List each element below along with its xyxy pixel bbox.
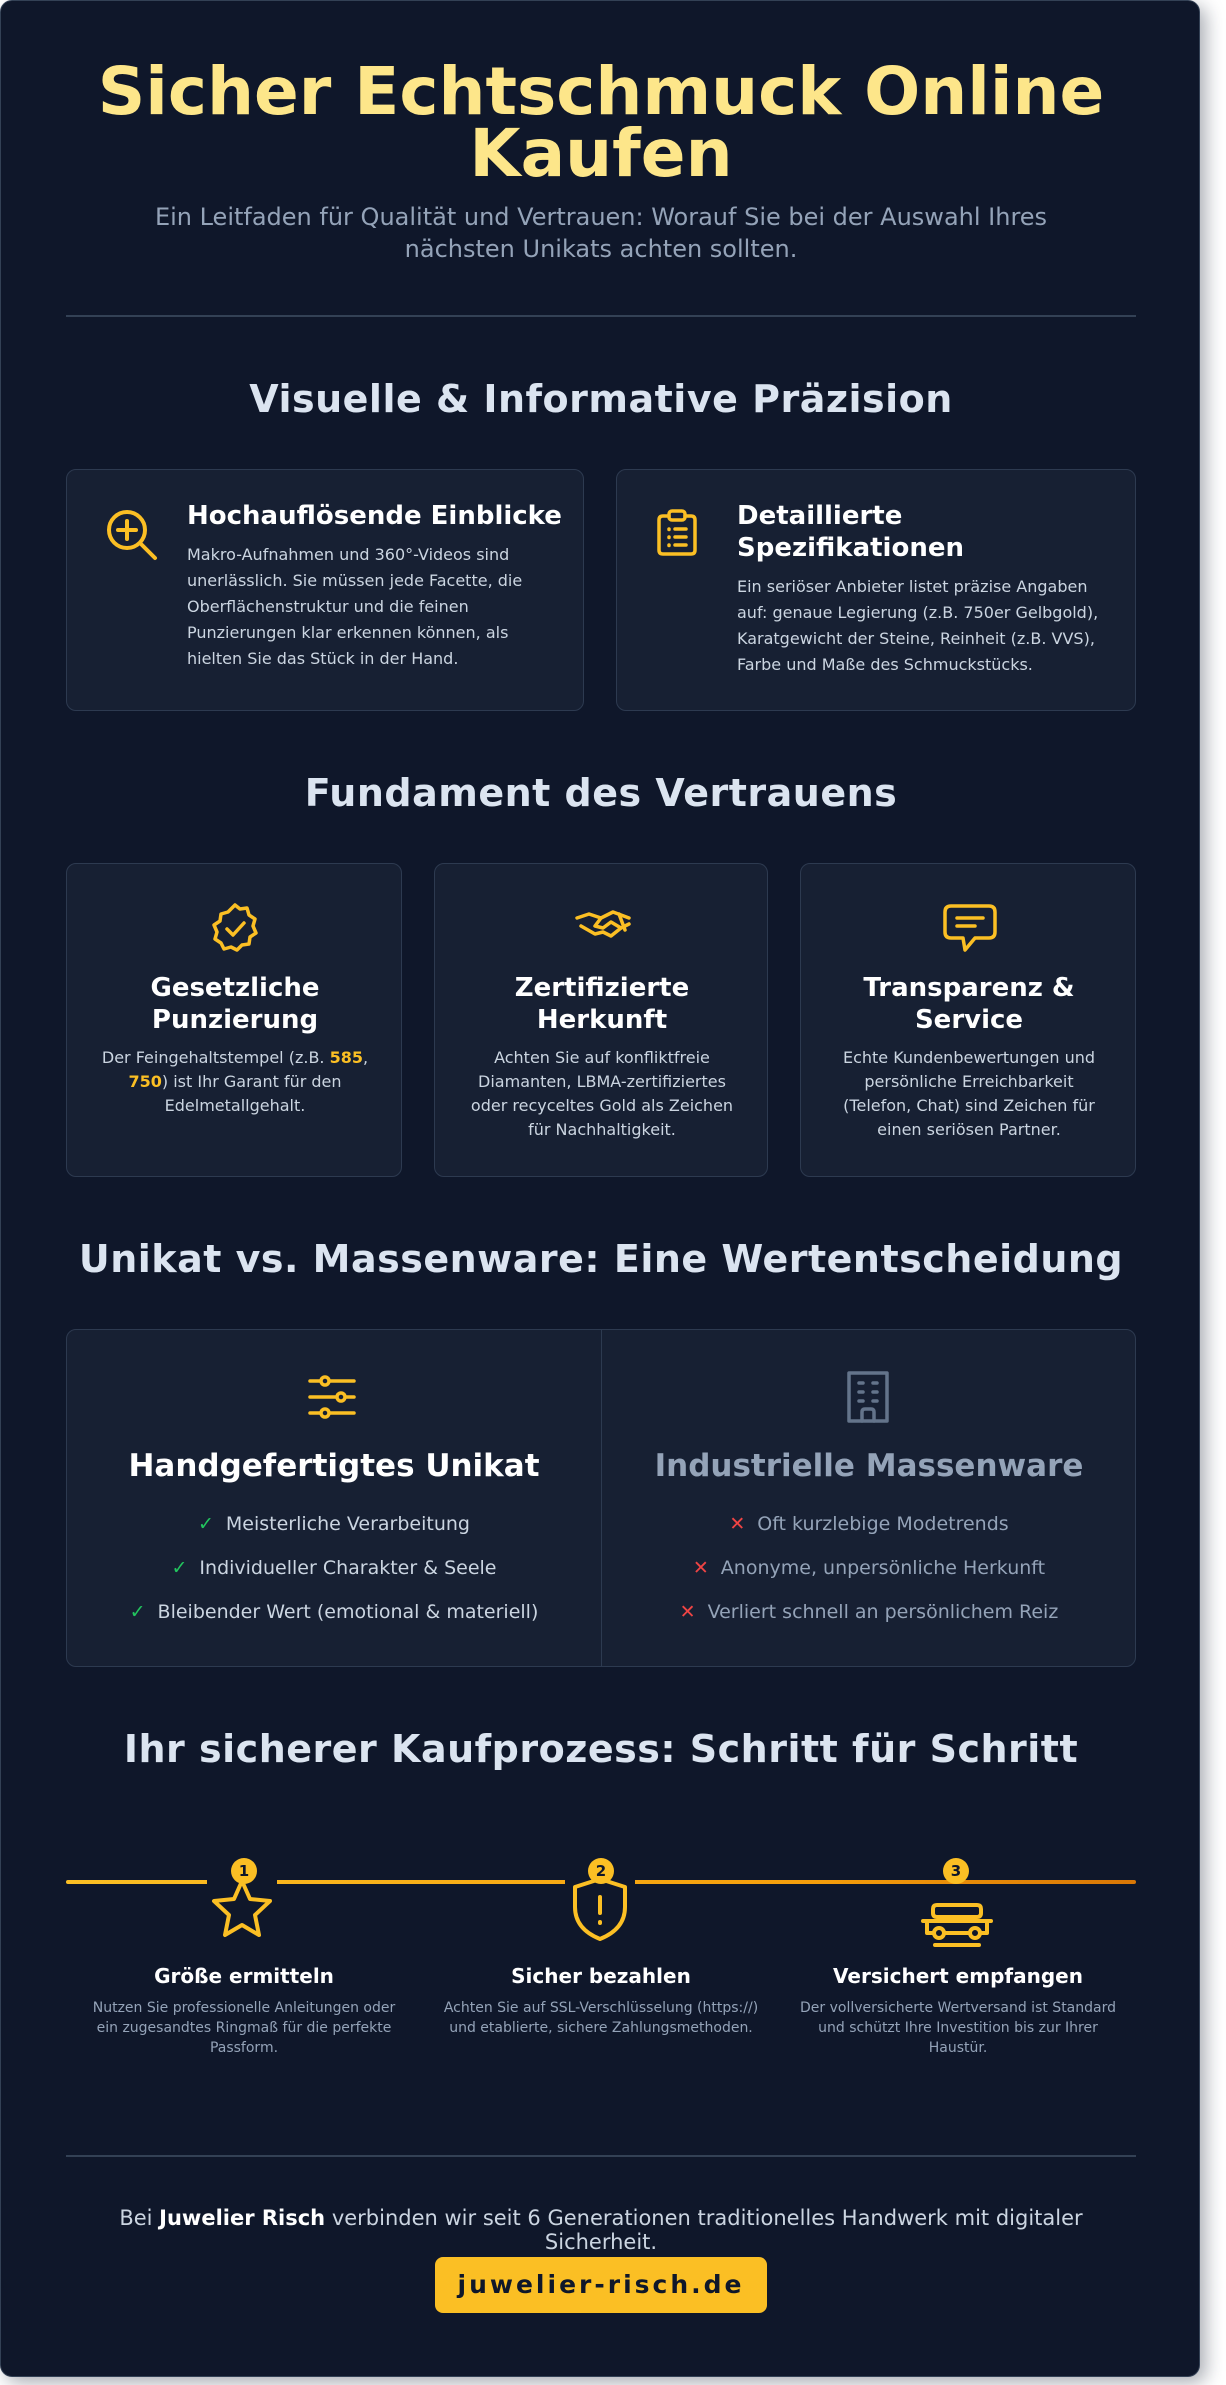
hallmark-750: 750	[128, 1072, 162, 1091]
unique-title: Handgefertigtes Unikat	[128, 1448, 540, 1484]
delivery-car-icon	[919, 1889, 995, 1951]
building-icon	[845, 1370, 891, 1424]
divider	[66, 315, 1136, 317]
card-service	[800, 863, 1136, 1177]
mass-item: ✕ Oft kurzlebige Modetrends	[729, 1513, 1009, 1535]
section-heading-visual: Visuelle & Informative Präzision	[249, 377, 953, 421]
page-title: Sicher Echtschmuck Online Kaufen	[97, 53, 1105, 192]
cross-icon: ✕	[679, 1601, 696, 1623]
website-link-button[interactable]: juwelier-risch.de	[435, 2257, 767, 2313]
footer-text: Bei Juwelier Risch verbinden wir seit 6 Generationen traditionelles Handwerk mit digitaler Sicherheit.	[119, 2206, 1083, 2254]
section-heading-trust: Fundament des Vertrauens	[304, 771, 898, 815]
card-text: Echte Kundenbewertungen und persönliche Erreichbarkeit (Telefon, Chat) sind Zeichen für einen seriösen Partner.	[842, 1048, 1096, 1139]
adjustments-icon	[307, 1372, 357, 1422]
mass-item: ✕ Verliert schnell an persönlichem Reiz	[679, 1601, 1059, 1623]
cross-icon: ✕	[692, 1557, 709, 1579]
card-title: Detaillierte Spezifikationen	[737, 501, 964, 563]
card-title: Hochauflösende Einblicke	[187, 501, 562, 531]
unique-item: ✓ Individueller Charakter & Seele	[171, 1557, 497, 1579]
card-hallmark	[66, 863, 402, 1177]
card-specifications	[616, 469, 1136, 711]
star-icon	[207, 1875, 277, 1943]
unique-item: ✓ Bleibender Wert (emotional & materiell)	[129, 1601, 539, 1623]
step-number: 1	[231, 1858, 257, 1884]
step-title: Sicher bezahlen	[511, 1964, 691, 1988]
comparison-table	[66, 1329, 1136, 1667]
step-number: 3	[943, 1858, 969, 1884]
divider	[66, 2155, 1136, 2157]
section-heading-process: Ihr sicherer Kaufprozess: Schritt für Schritt	[123, 1727, 1079, 1771]
card-text: Ein seriöser Anbieter listet präzise Angaben auf: genaue Legierung (z.B. 750er Gelbgold), Karatgewicht der Steine, Reinheit (z.B. VVS), Farbe und Maße des Schmuckstücks.	[737, 577, 1099, 674]
zoom-in-icon	[105, 508, 159, 562]
step-title: Größe ermitteln	[154, 1964, 334, 1988]
chat-bubble-icon	[941, 902, 999, 956]
card-text: Achten Sie auf konfliktfreie Diamanten, LBMA-zertifiziertes oder recyceltes Gold als Zeichen für Nachhaltigkeit.	[470, 1048, 734, 1139]
step-title: Versichert empfangen	[833, 1964, 1083, 1988]
card-title: Transparenz & Service	[863, 973, 1075, 1035]
clipboard-list-icon	[655, 508, 705, 558]
card-title: Zertifizierte Herkunft	[514, 973, 690, 1035]
check-icon: ✓	[171, 1557, 188, 1579]
section-heading-compare: Unikat vs. Massenware: Eine Wertentscheidung	[78, 1237, 1124, 1281]
handshake-icon	[573, 904, 633, 948]
mass-title: Industrielle Massenware	[654, 1448, 1084, 1484]
step-text: Nutzen Sie professionelle Anleitungen oder ein zugesandtes Ringmaß für die perfekte Passform.	[92, 2000, 396, 2056]
page-subtitle: Ein Leitfaden für Qualität und Vertrauen: Worauf Sie bei der Auswahl Ihres nächsten Unikats achten sollten.	[154, 203, 1048, 263]
brand-name: Juwelier Risch	[159, 2206, 326, 2230]
card-high-res	[66, 469, 584, 711]
check-icon: ✓	[129, 1601, 146, 1623]
card-origin	[434, 863, 768, 1177]
card-text: Der Feingehaltstempel (z.B. 585, 750) ist Ihr Garant für den Edelmetallgehalt.	[101, 1048, 369, 1115]
unique-item: ✓ Meisterliche Verarbeitung	[197, 1513, 470, 1535]
cross-icon: ✕	[729, 1513, 746, 1535]
comparison-divider	[601, 1330, 602, 1666]
mass-item: ✕ Anonyme, unpersönliche Herkunft	[692, 1557, 1046, 1579]
step-number: 2	[588, 1858, 614, 1884]
rosette-check-icon	[207, 900, 263, 956]
hallmark-585: 585	[329, 1048, 363, 1067]
step-text: Achten Sie auf SSL-Verschlüsselung (https://) und etablierte, sichere Zahlungsmethoden.	[443, 2000, 759, 2036]
check-icon: ✓	[197, 1513, 214, 1535]
step-text: Der vollversicherte Wertversand ist Standard und schützt Ihre Investition bis zur Ihrer Haustür.	[800, 2000, 1116, 2056]
card-text: Makro-Aufnahmen und 360°-Videos sind unerlässlich. Sie müssen jede Facette, die Oberflächenstruktur und die feinen Punzierungen klar erkennen können, als hielten Sie das Stück in der Hand.	[187, 545, 523, 668]
card-title: Gesetzliche Punzierung	[150, 973, 320, 1035]
